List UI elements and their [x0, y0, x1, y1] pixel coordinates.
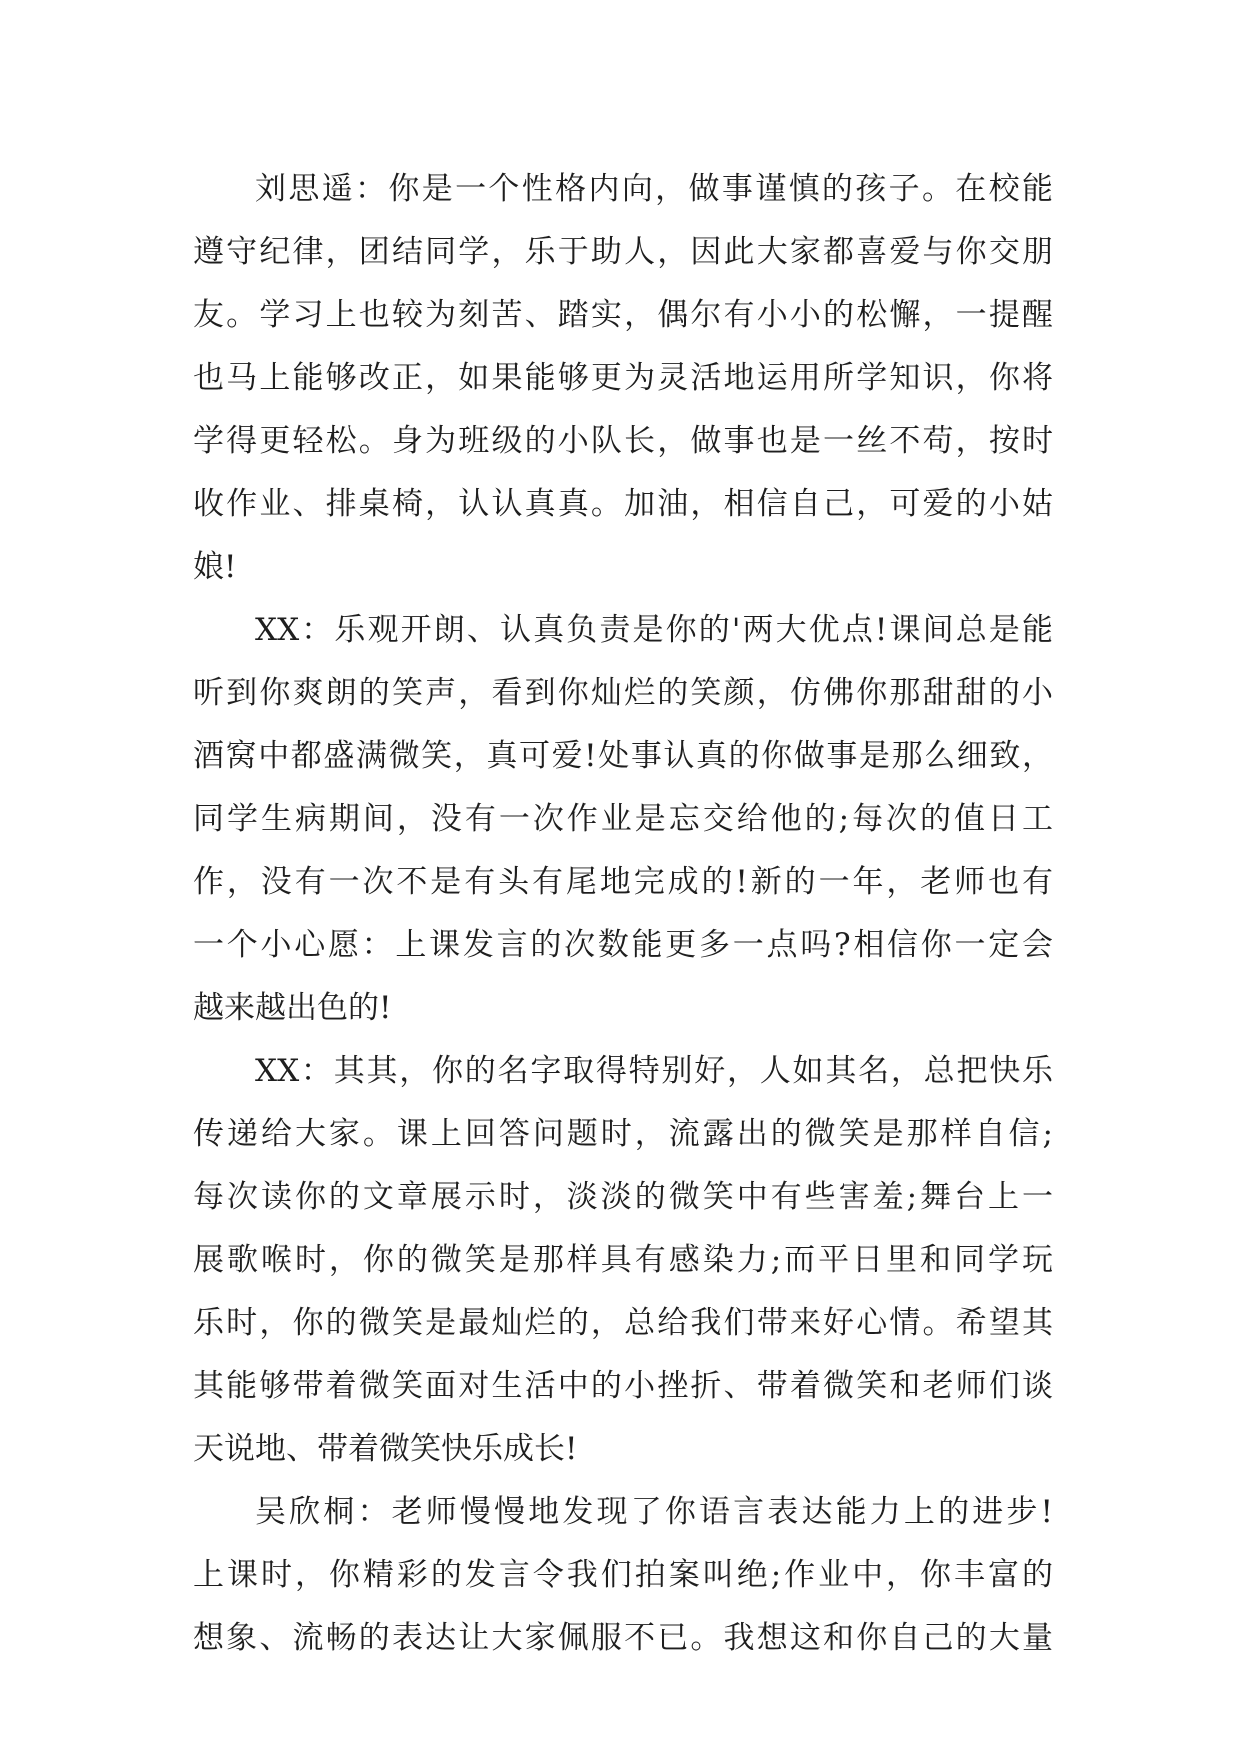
paragraph-line: 作，没有一次不是有头有尾地完成的!新的一年，老师也有 [193, 864, 1053, 900]
paragraph-line: XX：乐观开朗、认真负责是你的'两大优点!课间总是能 [255, 612, 1053, 648]
paragraph-line: 天说地、带着微笑快乐成长! [193, 1431, 578, 1467]
paragraph-line: XX：其其，你的名字取得特别好，人如其名，总把快乐 [255, 1053, 1053, 1089]
paragraph-line: 越来越出色的! [193, 990, 392, 1026]
paragraph-line: 刘思遥：你是一个性格内向，做事谨慎的孩子。在校能 [255, 171, 1053, 207]
document-body [193, 158, 1053, 1670]
paragraph-line: 娘! [193, 549, 237, 585]
paragraph-line: 友。学习上也较为刻苦、踏实，偶尔有小小的松懈，一提醒 [193, 297, 1053, 333]
paragraph-line: 同学生病期间，没有一次作业是忘交给他的;每次的值日工 [193, 801, 1053, 837]
paragraph-line: 传递给大家。课上回答问题时，流露出的微笑是那样自信; [193, 1116, 1053, 1152]
comment-paragraph-liu-siyao [193, 158, 1053, 599]
paragraph-line: 遵守纪律，团结同学，乐于助人，因此大家都喜爱与你交朋 [193, 234, 1053, 270]
paragraph-line: 酒窝中都盛满微笑，真可爱!处事认真的你做事是那么细致， [193, 738, 1053, 774]
paragraph-line: 上课时，你精彩的发言令我们拍案叫绝;作业中，你丰富的 [193, 1557, 1053, 1593]
paragraph-line: 听到你爽朗的笑声，看到你灿烂的笑颜，仿佛你那甜甜的小 [193, 675, 1053, 711]
paragraph-line: 学得更轻松。身为班级的小队长，做事也是一丝不苟，按时 [193, 423, 1053, 459]
paragraph-line: 乐时，你的微笑是最灿烂的，总给我们带来好心情。希望其 [193, 1305, 1053, 1341]
paragraph-line: 收作业、排桌椅，认认真真。加油，相信自己，可爱的小姑 [193, 486, 1053, 522]
paragraph-line: 也马上能够改正，如果能够更为灵活地运用所学知识，你将 [193, 360, 1053, 396]
comment-paragraph-xx-1 [193, 599, 1053, 1040]
paragraph-line: 每次读你的文章展示时，淡淡的微笑中有些害羞;舞台上一 [193, 1179, 1053, 1215]
paragraph-line: 展歌喉时，你的微笑是那样具有感染力;而平日里和同学玩 [193, 1242, 1053, 1278]
paragraph-line: 想象、流畅的表达让大家佩服不已。我想这和你自己的大量 [193, 1620, 1053, 1656]
comment-paragraph-wu-xintong [193, 1481, 1053, 1670]
paragraph-line: 一个小心愿：上课发言的次数能更多一点吗?相信你一定会 [193, 927, 1053, 963]
comment-paragraph-xx-2 [193, 1040, 1053, 1481]
paragraph-line: 吴欣桐：老师慢慢地发现了你语言表达能力上的进步! [255, 1494, 1053, 1530]
paragraph-line: 其能够带着微笑面对生活中的小挫折、带着微笑和老师们谈 [193, 1368, 1053, 1404]
